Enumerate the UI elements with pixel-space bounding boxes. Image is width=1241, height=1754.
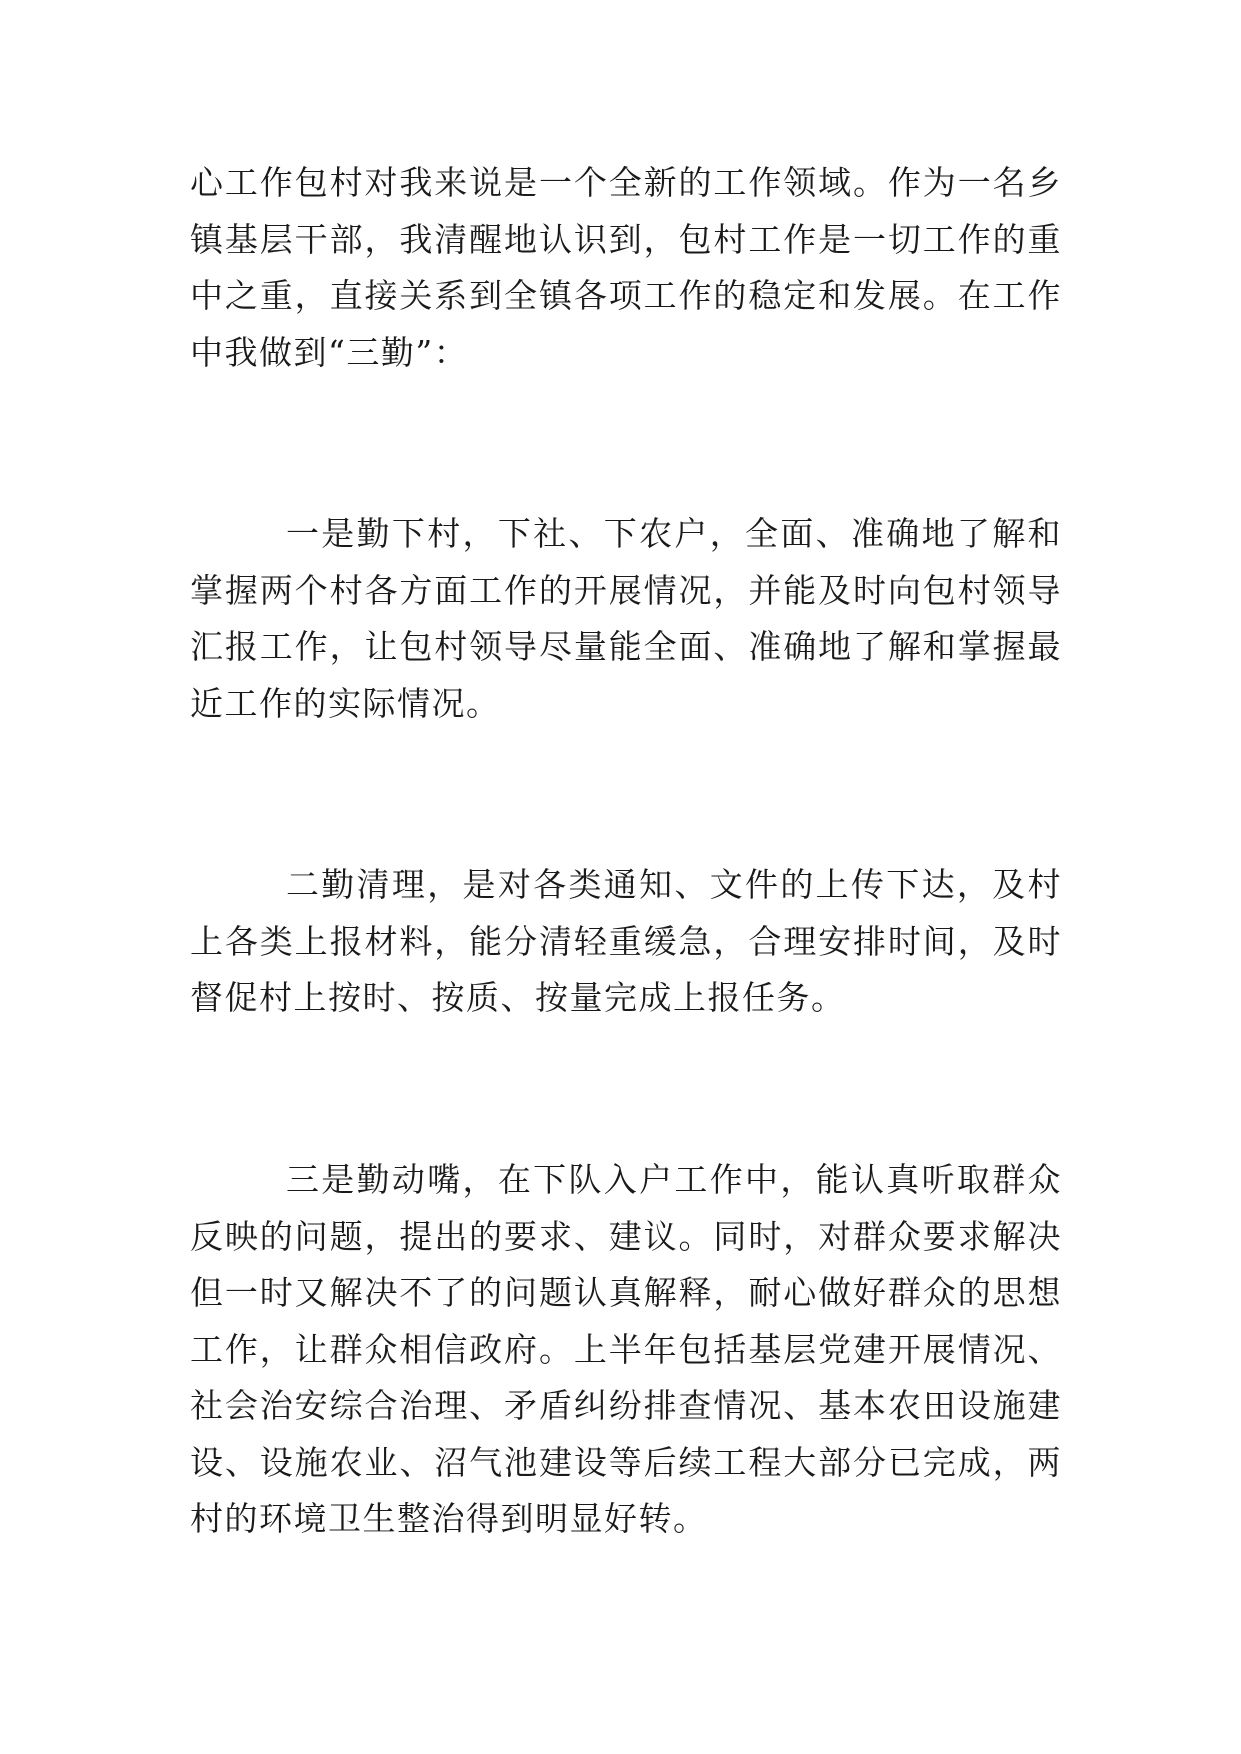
paragraph-second-diligence: 二勤清理，是对各类通知、文件的上传下达，及村上各类上报材料，能分清轻重缓急，合理安排时间，及时督促村上按时、按质、按量完成上报任务。 bbox=[190, 865, 1062, 1017]
paragraph-continuation: 心工作包村对我来说是一个全新的工作领域。作为一名乡镇基层干部，我清醒地认识到，包村工作是一切工作的重中之重，直接关系到全镇各项工作的稳定和发展。在工作中我做到“三勤”： bbox=[190, 163, 1062, 372]
paragraph-first-diligence: 一是勤下村，下社、下农户，全面、准确地了解和掌握两个村各方面工作的开展情况，并能及时向包村领导汇报工作，让包村领导尽量能全面、准确地了解和掌握最近工作的实际情况。 bbox=[190, 514, 1062, 723]
paragraph-third-diligence: 三是勤动嘴，在下队入户工作中，能认真听取群众反映的问题，提出的要求、建议。同时，对群众要求解决但一时又解决不了的问题认真解释，耐心做好群众的思想工作，让群众相信政府。上半年包括基层党建开展情况、社会治安综合治理、矛盾纠纷排查情况、基本农田设施建设、设施农业、沼气池建设等后续工程大部分已完成，两村的环境卫生整治得到明显好转。 bbox=[190, 1160, 1062, 1538]
